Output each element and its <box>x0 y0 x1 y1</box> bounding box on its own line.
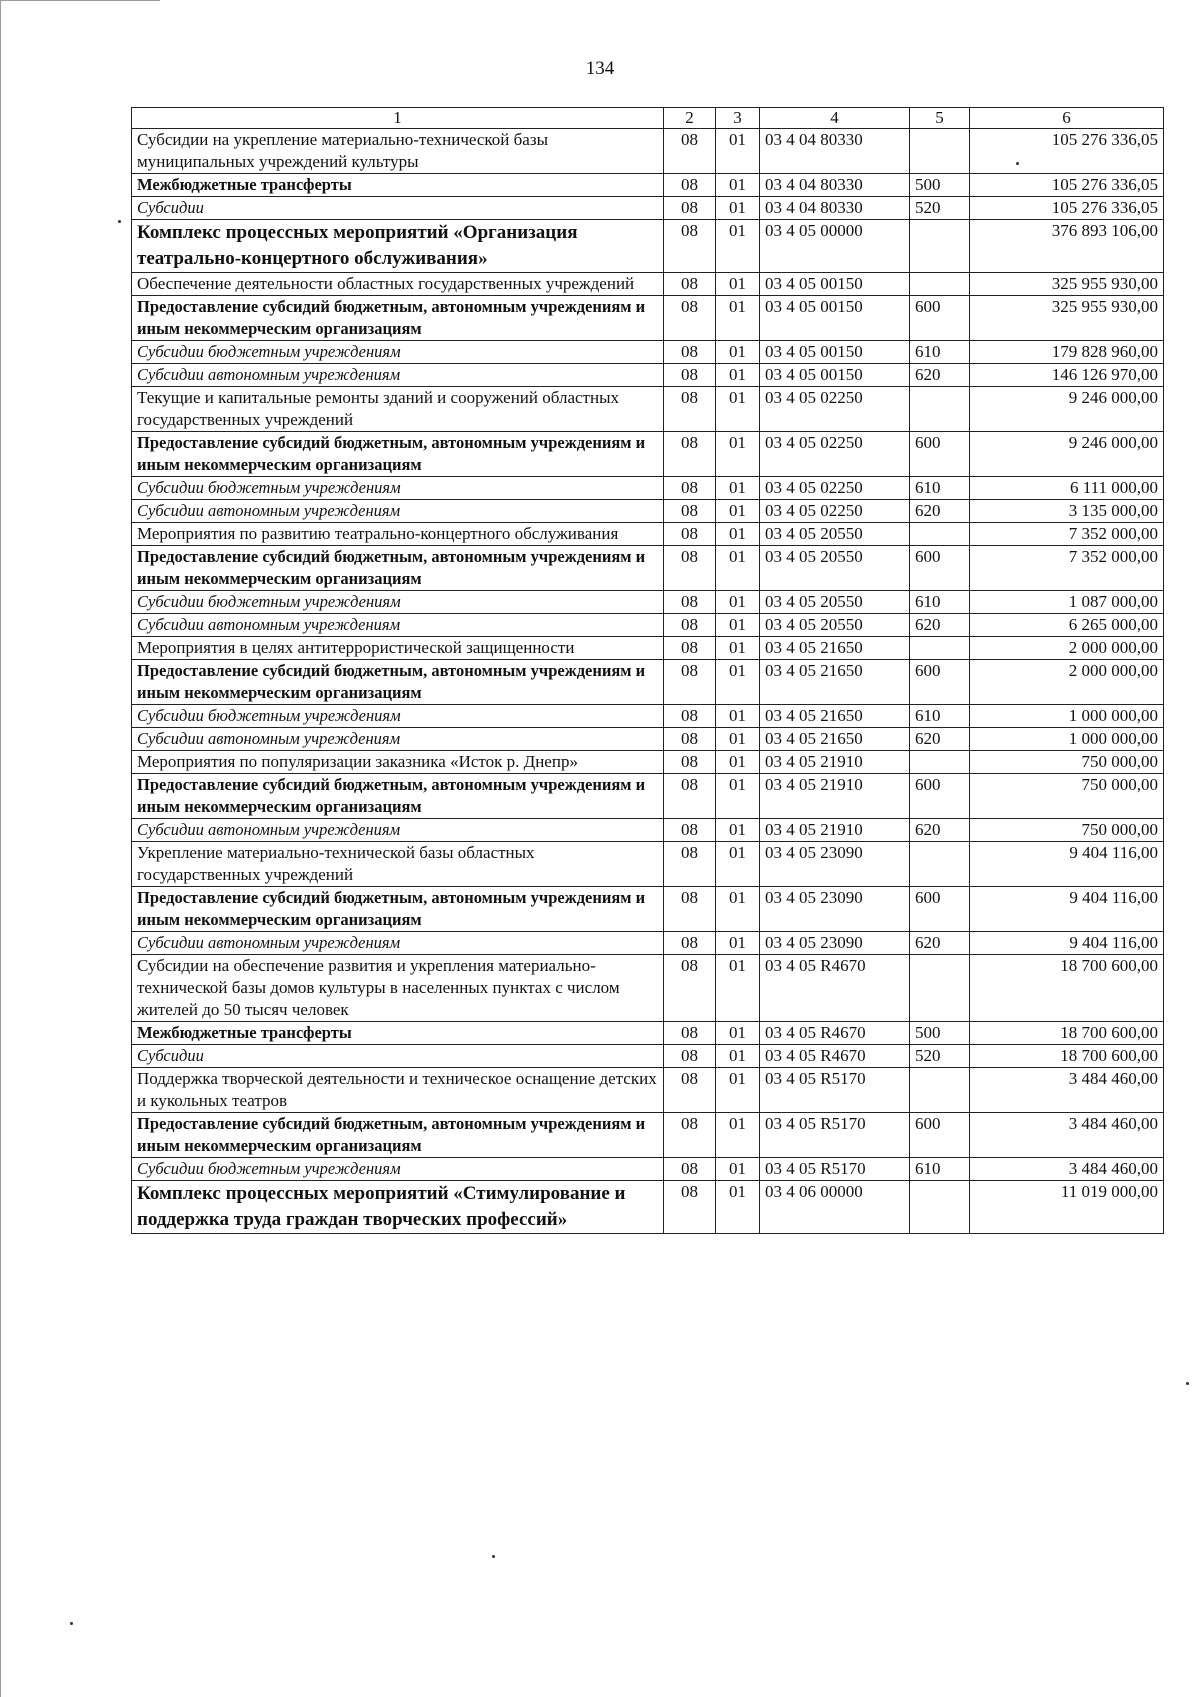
expense-type-cell: 600 <box>910 660 970 705</box>
section-code-cell: 08 <box>664 1022 716 1045</box>
row-name-cell: Субсидии автономным учреждениям <box>132 614 664 637</box>
expense-type-cell: 600 <box>910 887 970 932</box>
scan-speck <box>118 220 121 223</box>
target-article-cell: 03 4 05 R4670 <box>760 955 910 1022</box>
row-name-cell: Комплекс процессных мероприятий «Стимулирование и поддержка труда граждан творческих профессий» <box>132 1181 664 1234</box>
budget-table <box>131 107 1164 1234</box>
row-name-cell: Предоставление субсидий бюджетным, автономным учреждениям и иным некоммерческим организациям <box>132 774 664 819</box>
table-row <box>132 728 1164 751</box>
expense-type-cell: 620 <box>910 614 970 637</box>
amount-cell: 1 000 000,00 <box>970 705 1164 728</box>
subsection-code-cell: 01 <box>716 546 760 591</box>
target-article-cell: 03 4 05 20550 <box>760 523 910 546</box>
target-article-cell: 03 4 05 02250 <box>760 477 910 500</box>
table-row <box>132 432 1164 477</box>
section-code-cell: 08 <box>664 614 716 637</box>
table-row <box>132 1068 1164 1113</box>
section-code-cell: 08 <box>664 197 716 220</box>
section-code-cell: 08 <box>664 387 716 432</box>
expense-type-cell <box>910 220 970 273</box>
expense-type-cell <box>910 273 970 296</box>
section-code-cell: 08 <box>664 887 716 932</box>
scan-speck <box>70 1622 73 1625</box>
amount-cell: 3 484 460,00 <box>970 1113 1164 1158</box>
subsection-code-cell: 01 <box>716 197 760 220</box>
target-article-cell: 03 4 05 20550 <box>760 614 910 637</box>
row-name-cell: Субсидии автономным учреждениям <box>132 819 664 842</box>
amount-cell: 325 955 930,00 <box>970 273 1164 296</box>
section-code-cell: 08 <box>664 341 716 364</box>
subsection-code-cell: 01 <box>716 1022 760 1045</box>
subsection-code-cell: 01 <box>716 660 760 705</box>
table-row <box>132 500 1164 523</box>
amount-cell: 18 700 600,00 <box>970 1022 1164 1045</box>
row-name-cell: Укрепление материально-технической базы областных государственных учреждений <box>132 842 664 887</box>
expense-type-cell: 600 <box>910 774 970 819</box>
subsection-code-cell: 01 <box>716 1113 760 1158</box>
row-name-cell: Предоставление субсидий бюджетным, автономным учреждениям и иным некоммерческим организациям <box>132 1113 664 1158</box>
row-name-cell: Комплекс процессных мероприятий «Организация театрально-концертного обслуживания» <box>132 220 664 273</box>
subsection-code-cell: 01 <box>716 364 760 387</box>
target-article-cell: 03 4 05 02250 <box>760 387 910 432</box>
section-code-cell: 08 <box>664 660 716 705</box>
amount-cell: 750 000,00 <box>970 819 1164 842</box>
row-name-cell: Поддержка творческой деятельности и техническое оснащение детских и кукольных театров <box>132 1068 664 1113</box>
row-name-cell: Субсидии автономным учреждениям <box>132 364 664 387</box>
section-code-cell: 08 <box>664 296 716 341</box>
row-name-cell: Субсидии бюджетным учреждениям <box>132 705 664 728</box>
amount-cell: 105 276 336,05 <box>970 174 1164 197</box>
table-body <box>132 129 1164 1234</box>
table-row <box>132 591 1164 614</box>
row-name-cell: Мероприятия по развитию театрально-концертного обслуживания <box>132 523 664 546</box>
table-header-row <box>132 108 1164 129</box>
expense-type-cell: 610 <box>910 1158 970 1181</box>
target-article-cell: 03 4 05 R4670 <box>760 1022 910 1045</box>
amount-cell: 3 484 460,00 <box>970 1158 1164 1181</box>
section-code-cell: 08 <box>664 273 716 296</box>
section-code-cell: 08 <box>664 546 716 591</box>
table-row <box>132 1113 1164 1158</box>
table-row <box>132 341 1164 364</box>
target-article-cell: 03 4 05 21910 <box>760 751 910 774</box>
amount-cell: 105 276 336,05 <box>970 129 1164 174</box>
amount-cell: 6 111 000,00 <box>970 477 1164 500</box>
section-code-cell: 08 <box>664 705 716 728</box>
amount-cell: 7 352 000,00 <box>970 546 1164 591</box>
amount-cell: 325 955 930,00 <box>970 296 1164 341</box>
expense-type-cell: 500 <box>910 174 970 197</box>
subsection-code-cell: 01 <box>716 220 760 273</box>
section-code-cell: 08 <box>664 1068 716 1113</box>
subsection-code-cell: 01 <box>716 477 760 500</box>
expense-type-cell: 620 <box>910 364 970 387</box>
expense-type-cell: 520 <box>910 1045 970 1068</box>
target-article-cell: 03 4 05 23090 <box>760 932 910 955</box>
expense-type-cell: 620 <box>910 500 970 523</box>
table-row <box>132 477 1164 500</box>
subsection-code-cell: 01 <box>716 129 760 174</box>
subsection-code-cell: 01 <box>716 1068 760 1113</box>
subsection-code-cell: 01 <box>716 1045 760 1068</box>
amount-cell: 11 019 000,00 <box>970 1181 1164 1234</box>
target-article-cell: 03 4 05 R5170 <box>760 1158 910 1181</box>
amount-cell: 18 700 600,00 <box>970 955 1164 1022</box>
table-row <box>132 197 1164 220</box>
target-article-cell: 03 4 04 80330 <box>760 174 910 197</box>
row-name-cell: Субсидии <box>132 197 664 220</box>
amount-cell: 376 893 106,00 <box>970 220 1164 273</box>
amount-cell: 9 246 000,00 <box>970 387 1164 432</box>
subsection-code-cell: 01 <box>716 751 760 774</box>
amount-cell: 1 000 000,00 <box>970 728 1164 751</box>
subsection-code-cell: 01 <box>716 705 760 728</box>
section-code-cell: 08 <box>664 129 716 174</box>
row-name-cell: Предоставление субсидий бюджетным, автономным учреждениям и иным некоммерческим организациям <box>132 887 664 932</box>
scan-speck <box>1016 162 1019 165</box>
subsection-code-cell: 01 <box>716 174 760 197</box>
section-code-cell: 08 <box>664 955 716 1022</box>
target-article-cell: 03 4 05 R5170 <box>760 1113 910 1158</box>
table-row <box>132 751 1164 774</box>
expense-type-cell: 600 <box>910 546 970 591</box>
section-code-cell: 08 <box>664 842 716 887</box>
section-code-cell: 08 <box>664 500 716 523</box>
amount-cell: 2 000 000,00 <box>970 637 1164 660</box>
table-row <box>132 842 1164 887</box>
table-row <box>132 614 1164 637</box>
table-row <box>132 387 1164 432</box>
section-code-cell: 08 <box>664 220 716 273</box>
table-row <box>132 1022 1164 1045</box>
subsection-code-cell: 01 <box>716 887 760 932</box>
expense-type-cell: 620 <box>910 728 970 751</box>
amount-cell: 2 000 000,00 <box>970 660 1164 705</box>
table-row <box>132 546 1164 591</box>
table-row <box>132 220 1164 273</box>
subsection-code-cell: 01 <box>716 774 760 819</box>
row-name-cell: Предоставление субсидий бюджетным, автономным учреждениям и иным некоммерческим организациям <box>132 660 664 705</box>
subsection-code-cell: 01 <box>716 432 760 477</box>
expense-type-cell <box>910 1181 970 1234</box>
subsection-code-cell: 01 <box>716 387 760 432</box>
expense-type-cell: 610 <box>910 341 970 364</box>
column-header: 5 <box>910 108 970 129</box>
table-row <box>132 273 1164 296</box>
section-code-cell: 08 <box>664 523 716 546</box>
target-article-cell: 03 4 05 00150 <box>760 273 910 296</box>
amount-cell: 3 135 000,00 <box>970 500 1164 523</box>
row-name-cell: Межбюджетные трансферты <box>132 174 664 197</box>
row-name-cell: Мероприятия по популяризации заказника «Исток р. Днепр» <box>132 751 664 774</box>
subsection-code-cell: 01 <box>716 819 760 842</box>
row-name-cell: Субсидии автономным учреждениям <box>132 500 664 523</box>
subsection-code-cell: 01 <box>716 955 760 1022</box>
expense-type-cell <box>910 751 970 774</box>
table-row <box>132 932 1164 955</box>
expense-type-cell <box>910 523 970 546</box>
target-article-cell: 03 4 05 02250 <box>760 500 910 523</box>
amount-cell: 146 126 970,00 <box>970 364 1164 387</box>
target-article-cell: 03 4 05 21910 <box>760 774 910 819</box>
row-name-cell: Предоставление субсидий бюджетным, автономным учреждениям и иным некоммерческим организациям <box>132 546 664 591</box>
target-article-cell: 03 4 05 20550 <box>760 591 910 614</box>
amount-cell: 9 404 116,00 <box>970 842 1164 887</box>
subsection-code-cell: 01 <box>716 1181 760 1234</box>
expense-type-cell: 600 <box>910 432 970 477</box>
subsection-code-cell: 01 <box>716 637 760 660</box>
table-row <box>132 774 1164 819</box>
subsection-code-cell: 01 <box>716 591 760 614</box>
target-article-cell: 03 4 05 21650 <box>760 705 910 728</box>
section-code-cell: 08 <box>664 751 716 774</box>
section-code-cell: 08 <box>664 1181 716 1234</box>
target-article-cell: 03 4 05 23090 <box>760 887 910 932</box>
table-row <box>132 296 1164 341</box>
amount-cell: 9 246 000,00 <box>970 432 1164 477</box>
column-header: 6 <box>970 108 1164 129</box>
target-article-cell: 03 4 05 R5170 <box>760 1068 910 1113</box>
subsection-code-cell: 01 <box>716 614 760 637</box>
amount-cell: 750 000,00 <box>970 774 1164 819</box>
amount-cell: 9 404 116,00 <box>970 887 1164 932</box>
column-header: 1 <box>132 108 664 129</box>
expense-type-cell <box>910 955 970 1022</box>
expense-type-cell: 620 <box>910 932 970 955</box>
target-article-cell: 03 4 05 21650 <box>760 728 910 751</box>
table-row <box>132 1181 1164 1234</box>
target-article-cell: 03 4 05 21650 <box>760 637 910 660</box>
row-name-cell: Субсидии на обеспечение развития и укрепления материально-технической базы домов культуры в населенных пунктах с числом жителей до 50 тысяч человек <box>132 955 664 1022</box>
row-name-cell: Обеспечение деятельности областных государственных учреждений <box>132 273 664 296</box>
scan-border-left <box>0 0 1 1697</box>
subsection-code-cell: 01 <box>716 500 760 523</box>
row-name-cell: Субсидии бюджетным учреждениям <box>132 477 664 500</box>
subsection-code-cell: 01 <box>716 341 760 364</box>
table-row <box>132 1045 1164 1068</box>
table-row <box>132 523 1164 546</box>
scan-speck <box>492 1555 495 1558</box>
target-article-cell: 03 4 05 02250 <box>760 432 910 477</box>
section-code-cell: 08 <box>664 591 716 614</box>
row-name-cell: Текущие и капитальные ремонты зданий и сооружений областных государственных учреждений <box>132 387 664 432</box>
row-name-cell: Предоставление субсидий бюджетным, автономным учреждениям и иным некоммерческим организациям <box>132 296 664 341</box>
subsection-code-cell: 01 <box>716 728 760 751</box>
subsection-code-cell: 01 <box>716 932 760 955</box>
column-header: 2 <box>664 108 716 129</box>
row-name-cell: Субсидии бюджетным учреждениям <box>132 591 664 614</box>
subsection-code-cell: 01 <box>716 1158 760 1181</box>
amount-cell: 105 276 336,05 <box>970 197 1164 220</box>
target-article-cell: 03 4 05 21910 <box>760 819 910 842</box>
expense-type-cell: 610 <box>910 591 970 614</box>
amount-cell: 179 828 960,00 <box>970 341 1164 364</box>
expense-type-cell <box>910 387 970 432</box>
section-code-cell: 08 <box>664 819 716 842</box>
target-article-cell: 03 4 05 00150 <box>760 364 910 387</box>
target-article-cell: 03 4 06 00000 <box>760 1181 910 1234</box>
target-article-cell: 03 4 05 00150 <box>760 341 910 364</box>
table-row <box>132 637 1164 660</box>
expense-type-cell: 620 <box>910 819 970 842</box>
section-code-cell: 08 <box>664 1045 716 1068</box>
row-name-cell: Субсидии автономным учреждениям <box>132 932 664 955</box>
section-code-cell: 08 <box>664 174 716 197</box>
target-article-cell: 03 4 05 21650 <box>760 660 910 705</box>
subsection-code-cell: 01 <box>716 273 760 296</box>
section-code-cell: 08 <box>664 932 716 955</box>
target-article-cell: 03 4 05 00000 <box>760 220 910 273</box>
target-article-cell: 03 4 05 R4670 <box>760 1045 910 1068</box>
expense-type-cell <box>910 129 970 174</box>
subsection-code-cell: 01 <box>716 523 760 546</box>
amount-cell: 750 000,00 <box>970 751 1164 774</box>
subsection-code-cell: 01 <box>716 842 760 887</box>
expense-type-cell: 500 <box>910 1022 970 1045</box>
page-number: 134 <box>585 58 615 79</box>
row-name-cell: Межбюджетные трансферты <box>132 1022 664 1045</box>
section-code-cell: 08 <box>664 637 716 660</box>
row-name-cell: Субсидии бюджетным учреждениям <box>132 341 664 364</box>
table-row <box>132 955 1164 1022</box>
table-row <box>132 819 1164 842</box>
section-code-cell: 08 <box>664 1158 716 1181</box>
table-row <box>132 660 1164 705</box>
expense-type-cell <box>910 637 970 660</box>
scan-border-top <box>0 0 160 1</box>
expense-type-cell: 610 <box>910 705 970 728</box>
scan-speck <box>1186 1382 1189 1385</box>
section-code-cell: 08 <box>664 728 716 751</box>
expense-type-cell: 520 <box>910 197 970 220</box>
amount-cell: 7 352 000,00 <box>970 523 1164 546</box>
column-header: 3 <box>716 108 760 129</box>
target-article-cell: 03 4 04 80330 <box>760 197 910 220</box>
table-row <box>132 174 1164 197</box>
expense-type-cell: 600 <box>910 1113 970 1158</box>
row-name-cell: Субсидии автономным учреждениям <box>132 728 664 751</box>
row-name-cell: Субсидии бюджетным учреждениям <box>132 1158 664 1181</box>
target-article-cell: 03 4 05 00150 <box>760 296 910 341</box>
table-row <box>132 1158 1164 1181</box>
table-row <box>132 887 1164 932</box>
section-code-cell: 08 <box>664 432 716 477</box>
section-code-cell: 08 <box>664 477 716 500</box>
expense-type-cell <box>910 842 970 887</box>
expense-type-cell: 610 <box>910 477 970 500</box>
target-article-cell: 03 4 04 80330 <box>760 129 910 174</box>
amount-cell: 6 265 000,00 <box>970 614 1164 637</box>
amount-cell: 9 404 116,00 <box>970 932 1164 955</box>
section-code-cell: 08 <box>664 774 716 819</box>
amount-cell: 1 087 000,00 <box>970 591 1164 614</box>
row-name-cell: Субсидии <box>132 1045 664 1068</box>
section-code-cell: 08 <box>664 364 716 387</box>
table-row <box>132 364 1164 387</box>
target-article-cell: 03 4 05 23090 <box>760 842 910 887</box>
amount-cell: 3 484 460,00 <box>970 1068 1164 1113</box>
amount-cell: 18 700 600,00 <box>970 1045 1164 1068</box>
subsection-code-cell: 01 <box>716 296 760 341</box>
row-name-cell: Мероприятия в целях антитеррористической защищенности <box>132 637 664 660</box>
row-name-cell: Предоставление субсидий бюджетным, автономным учреждениям и иным некоммерческим организациям <box>132 432 664 477</box>
table-row <box>132 705 1164 728</box>
column-header: 4 <box>760 108 910 129</box>
row-name-cell: Субсидии на укрепление материально-технической базы муниципальных учреждений культуры <box>132 129 664 174</box>
target-article-cell: 03 4 05 20550 <box>760 546 910 591</box>
section-code-cell: 08 <box>664 1113 716 1158</box>
table-row <box>132 129 1164 174</box>
expense-type-cell: 600 <box>910 296 970 341</box>
expense-type-cell <box>910 1068 970 1113</box>
